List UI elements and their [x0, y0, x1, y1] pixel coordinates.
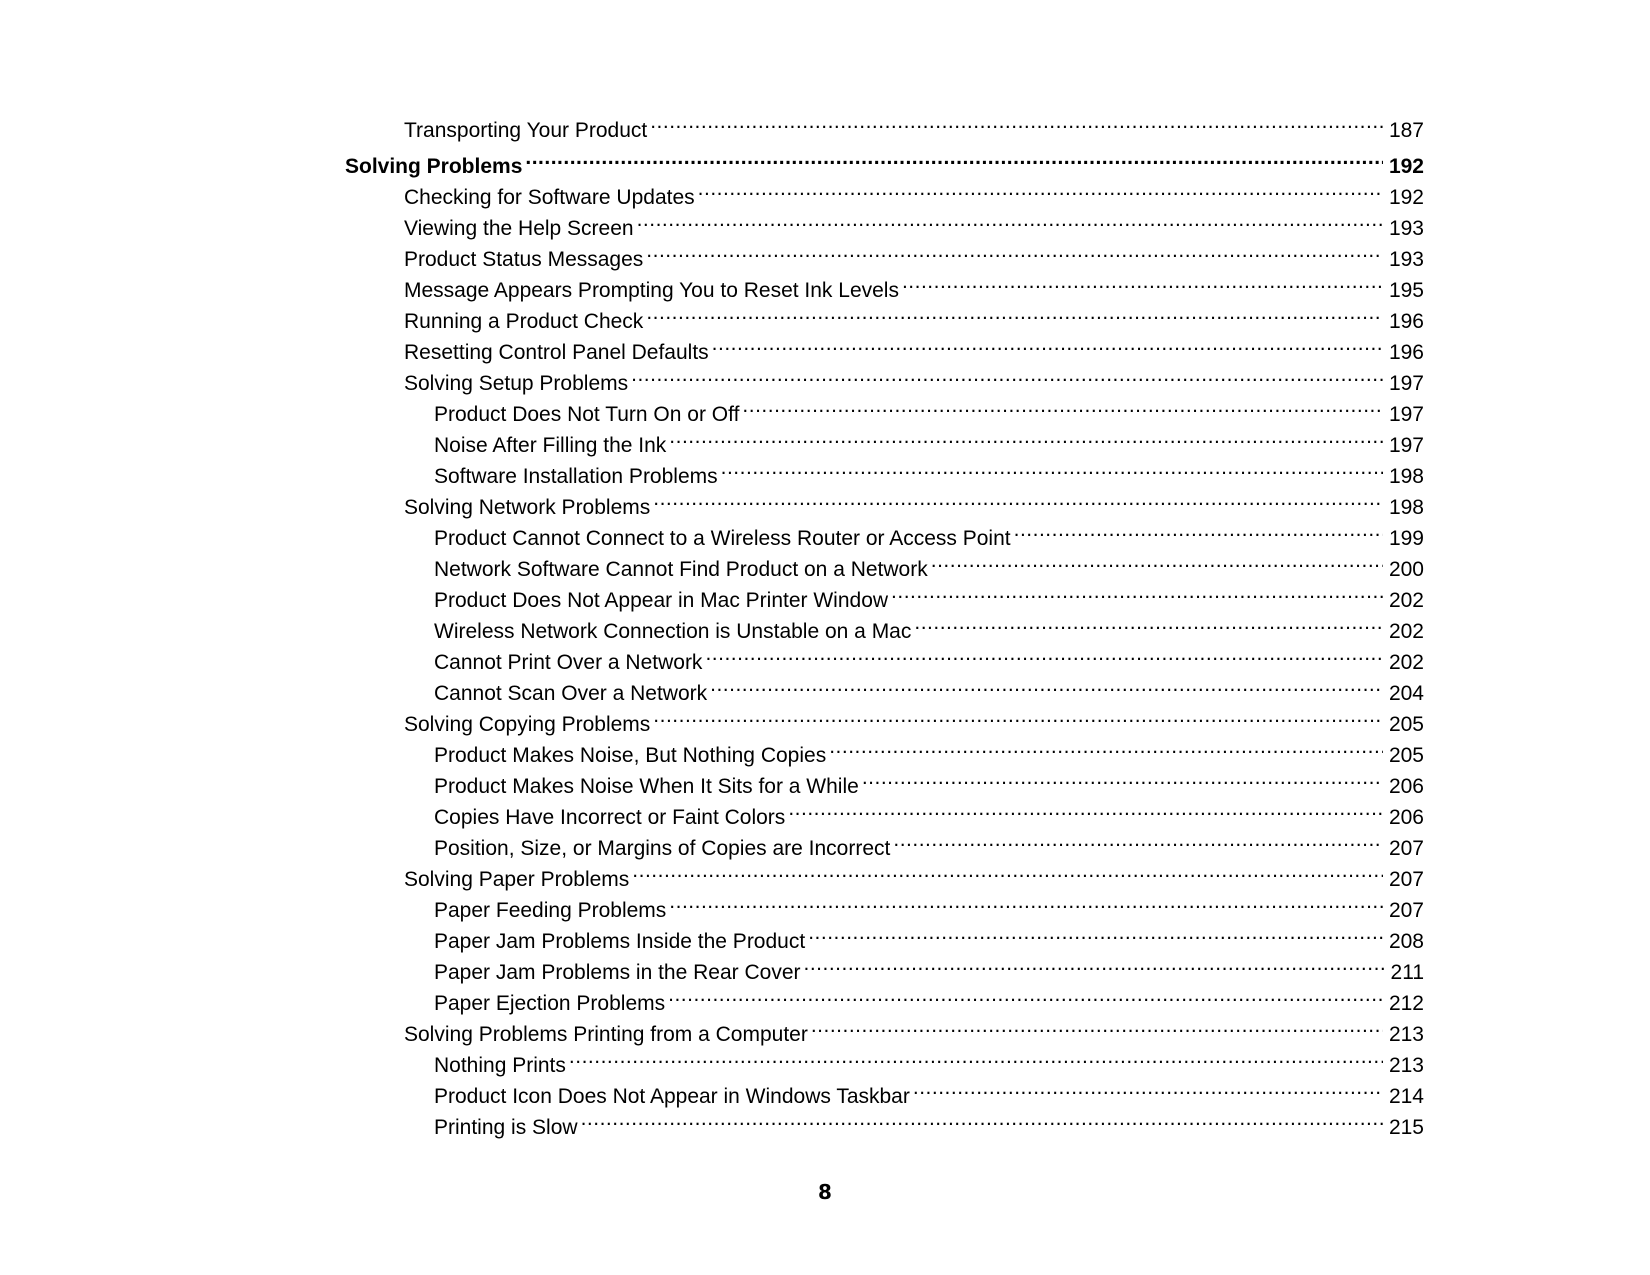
dot-leader [811, 1010, 1383, 1041]
toc-entry-title: Software Installation Problems [434, 465, 718, 488]
dot-leader [721, 452, 1383, 483]
dot-leader [913, 1072, 1383, 1103]
toc-entry-page: 202 [1388, 620, 1424, 643]
dot-leader [891, 576, 1383, 607]
toc-entry-page: 213 [1388, 1023, 1424, 1046]
dot-leader [893, 824, 1383, 855]
toc-entry-title: Network Software Cannot Find Product on a Network [434, 558, 928, 581]
toc-entry-title: Solving Setup Problems [404, 372, 629, 395]
toc-entry-title: Printing is Slow [434, 1116, 578, 1139]
toc-entry-page: 198 [1388, 465, 1424, 488]
toc-entry-title: Solving Network Problems [404, 496, 651, 519]
toc-entry-title: Product Does Not Turn On or Off [434, 403, 740, 426]
toc-entry-page: 206 [1388, 775, 1424, 798]
toc-entry-title: Wireless Network Connection is Unstable on a Mac [434, 620, 912, 643]
dot-leader [808, 917, 1383, 948]
dot-leader [705, 638, 1383, 669]
toc-entry-title: Product Icon Does Not Appear in Windows Taskbar [434, 1085, 910, 1108]
dot-leader [646, 235, 1383, 266]
dot-leader [650, 106, 1383, 137]
toc-entry-page: 207 [1388, 837, 1424, 860]
toc-entry-page: 199 [1388, 527, 1424, 550]
toc-entry-title: Cannot Scan Over a Network [434, 682, 708, 705]
toc-entry-title: Message Appears Prompting You to Reset Ink Levels [404, 279, 899, 302]
dot-leader [668, 979, 1383, 1010]
dot-leader [1014, 514, 1383, 545]
toc-entry[interactable] [345, 106, 1424, 142]
dot-leader [631, 359, 1383, 390]
toc-entry-page: 212 [1388, 992, 1424, 1015]
toc-entry-page: 215 [1388, 1116, 1424, 1139]
toc-entry-title: Cannot Print Over a Network [434, 651, 703, 674]
dot-leader [646, 297, 1383, 328]
toc-entry-title: Solving Copying Problems [404, 713, 651, 736]
toc-entry-title: Resetting Control Panel Defaults [404, 341, 709, 364]
toc-entry-page: 196 [1388, 310, 1424, 333]
dot-leader [712, 328, 1383, 359]
toc-entry-page: 200 [1388, 558, 1424, 581]
toc-entry-title: Product Makes Noise, But Nothing Copies [434, 744, 827, 767]
table-of-contents [345, 106, 1424, 1139]
toc-entry-title: Running a Product Check [404, 310, 644, 333]
dot-leader [669, 421, 1383, 452]
toc-entry-page: 193 [1388, 217, 1424, 240]
dot-leader [653, 483, 1383, 514]
dot-leader [569, 1041, 1383, 1072]
toc-entry-page: 205 [1388, 744, 1424, 767]
toc-entry-page: 192 [1388, 155, 1424, 178]
toc-entry-title: Product Makes Noise When It Sits for a While [434, 775, 859, 798]
dot-leader [637, 204, 1383, 235]
dot-leader [742, 390, 1383, 421]
toc-entry-title: Noise After Filling the Ink [434, 434, 667, 457]
dot-leader [804, 948, 1385, 979]
dot-leader [525, 142, 1383, 173]
dot-leader [829, 731, 1383, 762]
dot-leader [669, 886, 1383, 917]
toc-entry-title: Solving Problems Printing from a Computer [404, 1023, 808, 1046]
toc-entry-page: 205 [1388, 713, 1424, 736]
toc-entry-title: Paper Jam Problems in the Rear Cover [434, 961, 801, 984]
toc-entry-page: 207 [1388, 868, 1424, 891]
dot-leader [710, 669, 1383, 700]
page-number: 8 [818, 1180, 832, 1204]
toc-entry-title: Solving Paper Problems [404, 868, 630, 891]
toc-entry-page: 211 [1390, 961, 1424, 984]
toc-entry-title: Position, Size, or Margins of Copies are Incorrect [434, 837, 891, 860]
toc-entry-title: Product Status Messages [404, 248, 644, 271]
toc-entry-page: 197 [1388, 372, 1424, 395]
toc-entry-title: Product Does Not Appear in Mac Printer Window [434, 589, 889, 612]
toc-entry-page: 213 [1388, 1054, 1424, 1077]
dot-leader [653, 700, 1383, 731]
toc-entry-page: 196 [1388, 341, 1424, 364]
toc-entry-title: Paper Jam Problems Inside the Product [434, 930, 806, 953]
toc-entry-page: 197 [1388, 434, 1424, 457]
dot-leader [632, 855, 1383, 886]
dot-leader [698, 173, 1383, 204]
toc-entry-page: 197 [1388, 403, 1424, 426]
toc-entry-title: Checking for Software Updates [404, 186, 695, 209]
toc-entry-title: Paper Feeding Problems [434, 899, 667, 922]
toc-chapter-entry[interactable] [345, 142, 1424, 178]
toc-entry-page: 207 [1388, 899, 1424, 922]
toc-entry-page: 204 [1388, 682, 1424, 705]
toc-entry-title: Product Cannot Connect to a Wireless Router or Access Point [434, 527, 1011, 550]
dot-leader [862, 762, 1383, 793]
toc-entry-title: Nothing Prints [434, 1054, 566, 1077]
dot-leader [788, 793, 1383, 824]
toc-entry-title: Transporting Your Product [404, 119, 648, 142]
dot-leader [581, 1103, 1383, 1134]
toc-entry-page: 206 [1388, 806, 1424, 829]
toc-entry-title: Paper Ejection Problems [434, 992, 666, 1015]
toc-entry-page: 195 [1388, 279, 1424, 302]
toc-entry-title: Viewing the Help Screen [404, 217, 634, 240]
toc-entry-page: 198 [1388, 496, 1424, 519]
dot-leader [902, 266, 1383, 297]
toc-entry-page: 193 [1388, 248, 1424, 271]
toc-entry-page: 187 [1388, 119, 1424, 142]
toc-entry-title: Copies Have Incorrect or Faint Colors [434, 806, 786, 829]
dot-leader [931, 545, 1383, 576]
toc-entry-page: 192 [1388, 186, 1424, 209]
toc-entry-page: 202 [1388, 589, 1424, 612]
toc-entry-page: 202 [1388, 651, 1424, 674]
toc-entry-page: 214 [1388, 1085, 1424, 1108]
toc-entry-page: 208 [1388, 930, 1424, 953]
dot-leader [914, 607, 1383, 638]
toc-entry-title: Solving Problems [345, 155, 523, 178]
